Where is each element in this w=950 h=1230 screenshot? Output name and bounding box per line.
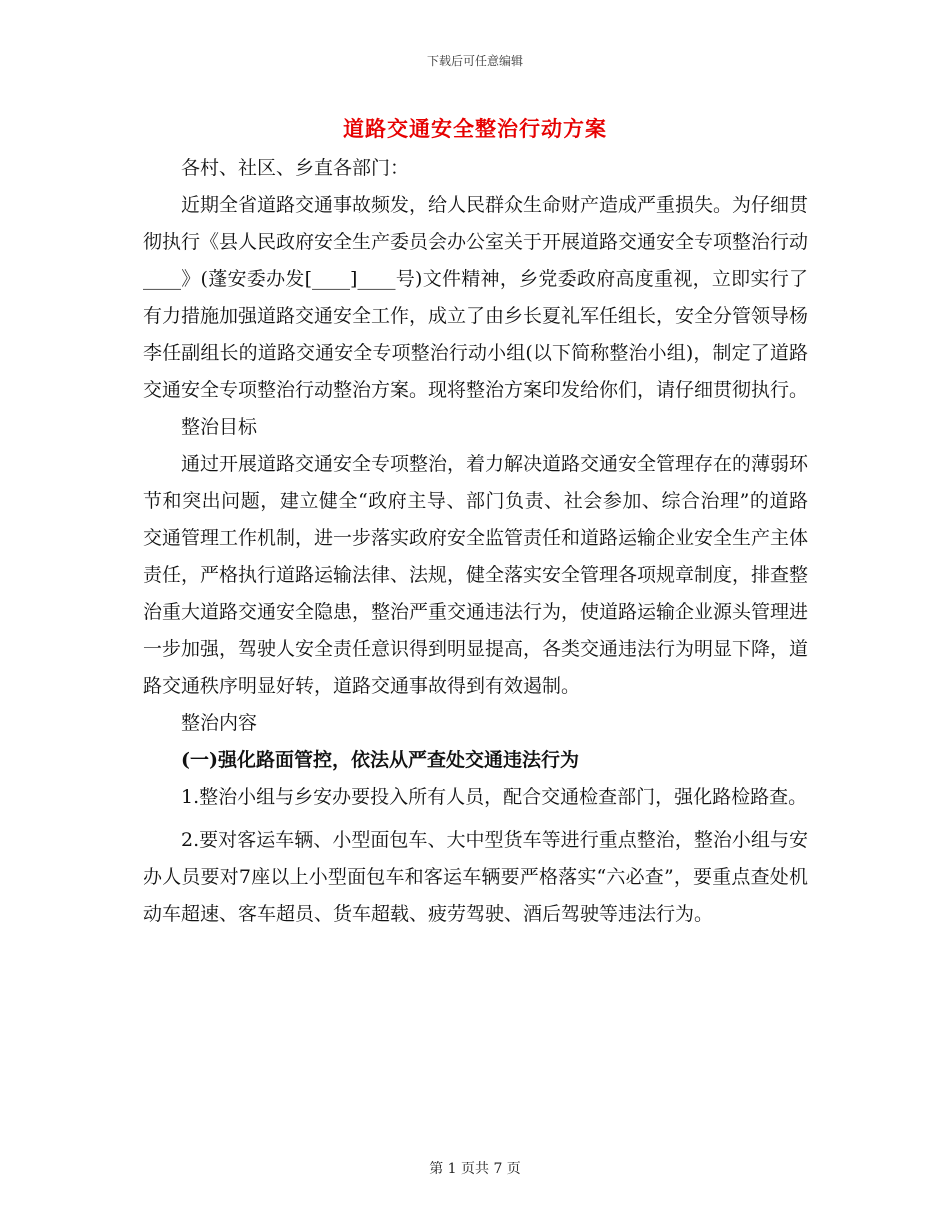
item-1-paragraph: 1.整治小组与乡安办要投入所有人员，配合交通检查部门，强化路检路查。 <box>181 786 808 808</box>
intro-paragraph: 近期全省道路交通事故频发，给人民群众生命财产造成严重损失。为仔细贯彻执行《县人民政府安全生产委员会办公室关于开展道路交通安全专项整治行动____》(蓬安委办发[____]____号)文件精神，乡党委政府高度重视，立即实行了有力措施加强道路交通安全工作，成立了由乡长夏礼军任组长，安全分管领导杨李任副组长的道路交通安全专项整治行动小组(以下简称整治小组)，制定了道路交通安全专项整治行动整治方案。现将整治方案印发给你们，请仔细贯彻执行。 <box>143 194 809 401</box>
document-body <box>143 150 808 933</box>
item-2-paragraph: 2.要对客运车辆、小型面包车、大中型货车等进行重点整治，整治小组与安办人员要对7座以上小型面包车和客运车辆要严格落实“六必查”，要重点查处机动车超速、客车超员、货车超载、疲劳驾驶、酒后驾驶等违法行为。 <box>143 829 808 925</box>
section-heading-content: 整治内容 <box>181 712 258 734</box>
header-note: 下载后可任意编辑 <box>426 54 523 68</box>
document-title: 道路交通安全整治行动方案 <box>343 116 607 141</box>
page-footer: 第 1 页共 7 页 <box>429 1161 521 1177</box>
salutation: 各村、社区、乡直各部门： <box>181 157 410 179</box>
section-heading-goals: 整治目标 <box>181 416 258 438</box>
goals-paragraph: 通过开展道路交通安全专项整治，着力解决道路交通安全管理存在的薄弱环节和突出问题，建立健全“政府主导、部门负责、社会参加、综合治理”的道路交通管理工作机制，进一步落实政府安全监管责任和道路运输企业安全生产主体责任，严格执行道路运输法律、法规，健全落实安全管理各项规章制度，排查整治重大道路交通安全隐患，整治严重交通违法行为，使道路运输企业源头管理进一步加强，驾驶人安全责任意识得到明显提高，各类交通违法行为明显下降，道路交通秩序明显好转，道路交通事故得到有效遏制。 <box>143 453 809 697</box>
subsection-heading-1: (一)强化路面管控，依法从严查处交通违法行为 <box>181 749 579 771</box>
